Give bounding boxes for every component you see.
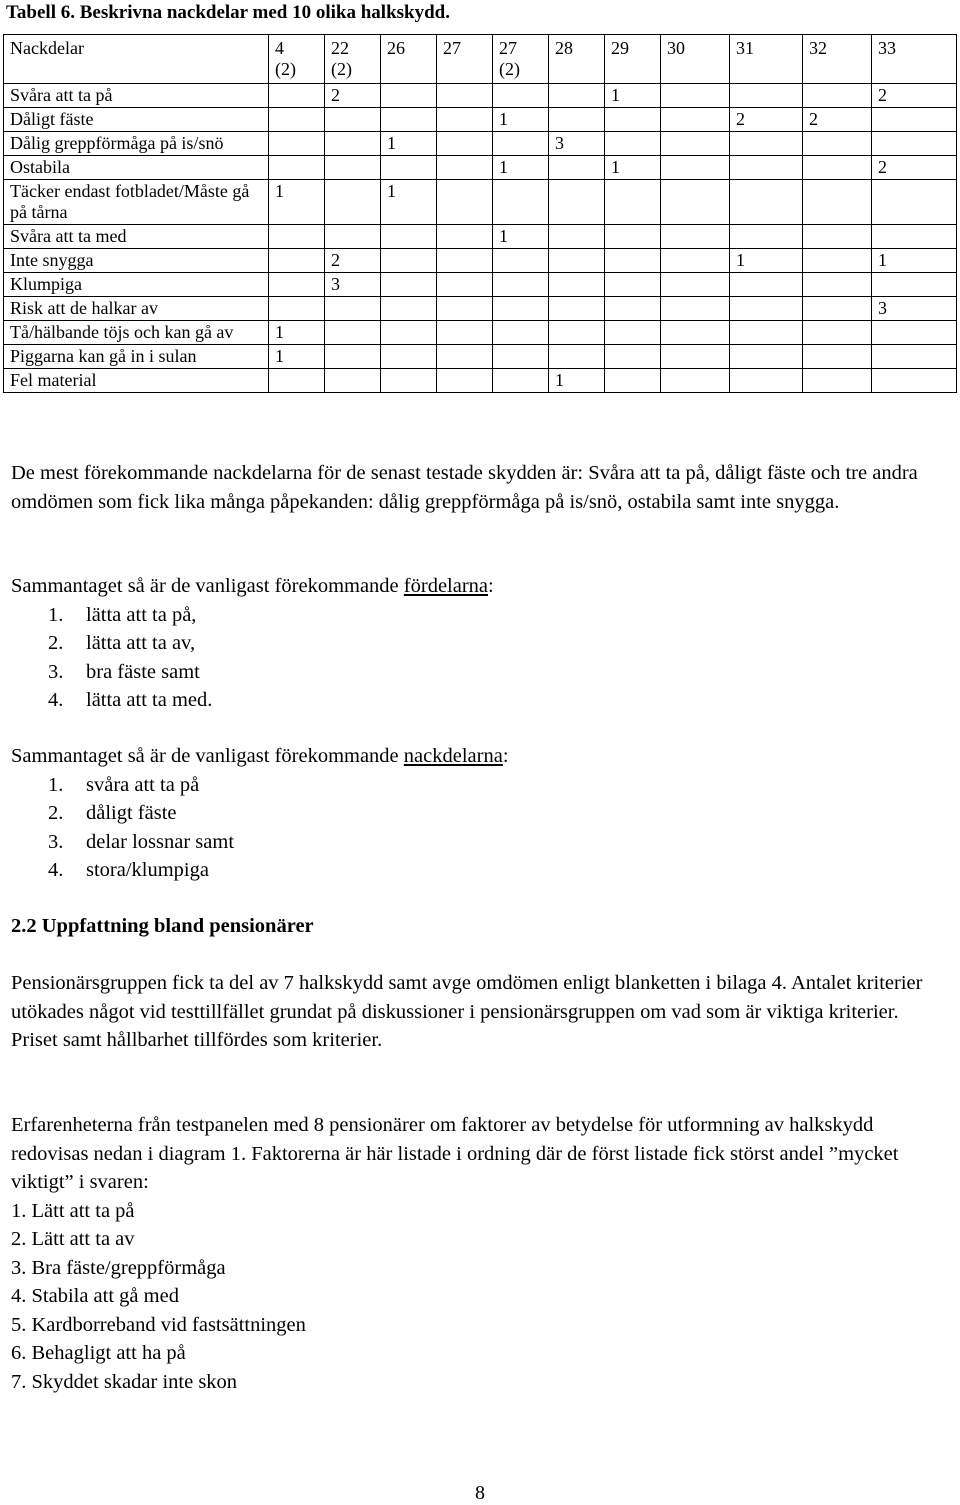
table-cell: 1 bbox=[605, 84, 661, 108]
table-cell: 1 bbox=[730, 249, 803, 273]
table-cell bbox=[605, 132, 661, 156]
column-number: 4 bbox=[275, 38, 284, 58]
table-cell: 1 bbox=[269, 321, 325, 345]
table-cell bbox=[493, 132, 549, 156]
table-cell: 2 bbox=[325, 84, 381, 108]
paragraph-test-panel bbox=[11, 1111, 946, 1396]
table-cell bbox=[661, 321, 730, 345]
table-cell bbox=[437, 180, 493, 225]
table-cell bbox=[803, 273, 872, 297]
table-cell bbox=[872, 321, 957, 345]
table-cell bbox=[437, 84, 493, 108]
table-cell: 3 bbox=[872, 297, 957, 321]
paragraph-most-common-disadvantages bbox=[11, 459, 946, 516]
list-number: 4. bbox=[48, 859, 64, 881]
row-label: Inte snygga bbox=[4, 249, 269, 273]
table-cell bbox=[549, 321, 605, 345]
table-cell bbox=[381, 108, 437, 132]
table-cell bbox=[605, 369, 661, 393]
table-cell bbox=[803, 132, 872, 156]
table-cell bbox=[661, 297, 730, 321]
table-cell bbox=[437, 225, 493, 249]
table-cell: 2 bbox=[803, 108, 872, 132]
table-cell bbox=[730, 84, 803, 108]
table-cell bbox=[493, 273, 549, 297]
column-number: 32 bbox=[809, 38, 827, 58]
table-row bbox=[4, 345, 957, 369]
table-cell bbox=[803, 297, 872, 321]
table-row bbox=[4, 108, 957, 132]
column-header bbox=[661, 35, 730, 84]
table-row bbox=[4, 156, 957, 180]
table-row bbox=[4, 321, 957, 345]
paragraph-text: Pensionärsgruppen fick ta del av 7 halkskydd samt avge omdömen enligt blanketten i bilaga 4. Antalet kriterier utökades något vid testtillfället grundat på diskussioner i pensionärsgruppen om vad som är viktiga kriterier. Priset samt hållbarhet tillfördes som kriterier. bbox=[11, 972, 923, 1051]
table-cell bbox=[381, 369, 437, 393]
list-text: stora/klumpiga bbox=[86, 859, 209, 881]
table-cell: 3 bbox=[549, 132, 605, 156]
table-cell bbox=[381, 225, 437, 249]
table-cell bbox=[605, 225, 661, 249]
list-item bbox=[11, 828, 946, 857]
table-cell: 1 bbox=[381, 132, 437, 156]
column-header bbox=[493, 35, 549, 84]
factor-item: 1. Lätt att ta på bbox=[11, 1199, 135, 1222]
table-cell bbox=[325, 180, 381, 225]
table-cell bbox=[730, 345, 803, 369]
table-cell: 2 bbox=[730, 108, 803, 132]
table-cell bbox=[493, 345, 549, 369]
table-cell: 1 bbox=[269, 345, 325, 369]
factor-item: 5. Kardborreband vid fastsättningen bbox=[11, 1313, 306, 1336]
table-cell: 1 bbox=[381, 180, 437, 225]
factor-item: 6. Behagligt att ha på bbox=[11, 1342, 186, 1364]
disadvantages-intro bbox=[11, 742, 946, 771]
table-cell bbox=[730, 180, 803, 225]
table-cell bbox=[730, 225, 803, 249]
table-cell bbox=[493, 321, 549, 345]
table-cell bbox=[661, 132, 730, 156]
list-text: delar lossnar samt bbox=[86, 830, 235, 853]
table-cell bbox=[661, 369, 730, 393]
table-cell bbox=[661, 156, 730, 180]
table-cell bbox=[325, 345, 381, 369]
table-cell bbox=[269, 273, 325, 297]
factor-item: 3. Bra fäste/greppförmåga bbox=[11, 1256, 226, 1279]
column-header bbox=[872, 35, 957, 84]
table-cell bbox=[269, 108, 325, 132]
column-number: 30 bbox=[667, 38, 685, 58]
table-cell bbox=[269, 84, 325, 108]
row-label: Dåligt fäste bbox=[4, 108, 269, 132]
table-cell bbox=[269, 156, 325, 180]
column-number: 22 bbox=[331, 38, 349, 58]
column-header bbox=[605, 35, 661, 84]
table-row bbox=[4, 180, 957, 225]
advantages-summary bbox=[11, 572, 946, 715]
table-cell bbox=[605, 321, 661, 345]
table-cell bbox=[549, 297, 605, 321]
column-number: 31 bbox=[736, 38, 754, 58]
table-cell bbox=[803, 156, 872, 180]
column-number: 26 bbox=[387, 38, 405, 58]
table-cell bbox=[605, 345, 661, 369]
table-cell bbox=[803, 225, 872, 249]
table-cell: 1 bbox=[493, 225, 549, 249]
table-cell bbox=[872, 108, 957, 132]
table-cell bbox=[605, 249, 661, 273]
row-label: Piggarna kan gå in i sulan bbox=[4, 345, 269, 369]
column-number: 33 bbox=[878, 38, 896, 58]
list-number: 2. bbox=[48, 632, 64, 654]
table-cell bbox=[437, 108, 493, 132]
disadvantages-summary bbox=[11, 742, 946, 885]
table-cell bbox=[437, 321, 493, 345]
table-cell bbox=[549, 345, 605, 369]
table-cell bbox=[605, 108, 661, 132]
table-cell bbox=[661, 84, 730, 108]
table-cell bbox=[549, 273, 605, 297]
column-number: 29 bbox=[611, 38, 629, 58]
disadvantages-list bbox=[11, 771, 946, 885]
table-cell bbox=[872, 132, 957, 156]
table-cell bbox=[803, 84, 872, 108]
table-cell bbox=[803, 321, 872, 345]
row-label: Klumpiga bbox=[4, 273, 269, 297]
table-cell bbox=[269, 132, 325, 156]
factor-item: 4. Stabila att gå med bbox=[11, 1285, 179, 1307]
column-header bbox=[325, 35, 381, 84]
table-cell bbox=[730, 297, 803, 321]
list-item bbox=[11, 799, 946, 828]
factors-list bbox=[11, 1197, 946, 1397]
column-number: 28 bbox=[555, 38, 573, 58]
table-cell bbox=[325, 369, 381, 393]
table-cell bbox=[381, 84, 437, 108]
table-cell bbox=[493, 297, 549, 321]
row-label: Svåra att ta på bbox=[4, 84, 269, 108]
table-cell bbox=[872, 273, 957, 297]
table-body bbox=[4, 84, 957, 393]
list-number: 3. bbox=[48, 830, 64, 853]
list-text: lätta att ta med. bbox=[86, 689, 213, 711]
list-number: 1. bbox=[48, 773, 64, 796]
table-cell bbox=[605, 180, 661, 225]
paragraph-text: De mest förekommande nackdelarna för de senast testade skydden är: Svåra att ta på, dåligt fäste och tre andra omdömen som fick lika många påpekanden: dålig greppförmåga på is/snö, ostabila samt inte snygga. bbox=[11, 462, 918, 513]
list-text: svåra att ta på bbox=[86, 773, 200, 796]
list-number: 2. bbox=[48, 802, 64, 824]
row-label: Dålig greppförmåga på is/snö bbox=[4, 132, 269, 156]
list-item bbox=[11, 686, 946, 715]
intro-underlined-word: nackdelarna bbox=[403, 745, 503, 767]
column-number: 27 bbox=[443, 38, 461, 58]
column-count: (2) bbox=[331, 59, 352, 79]
table-cell bbox=[803, 249, 872, 273]
list-item bbox=[11, 629, 946, 658]
column-count: (2) bbox=[275, 59, 296, 79]
table-cell bbox=[549, 84, 605, 108]
advantages-list bbox=[11, 601, 946, 715]
column-header bbox=[437, 35, 493, 84]
list-number: 1. bbox=[48, 603, 64, 626]
table-cell bbox=[549, 180, 605, 225]
table-cell bbox=[269, 297, 325, 321]
table-cell bbox=[605, 273, 661, 297]
table-cell bbox=[661, 249, 730, 273]
table-cell bbox=[549, 156, 605, 180]
table-cell: 2 bbox=[872, 156, 957, 180]
intro-underlined-word: fördelarna bbox=[403, 575, 489, 597]
table-cell bbox=[549, 225, 605, 249]
column-number: 27 bbox=[499, 38, 517, 58]
table-cell bbox=[381, 345, 437, 369]
table-cell bbox=[661, 273, 730, 297]
table-cell bbox=[661, 225, 730, 249]
table-row bbox=[4, 297, 957, 321]
column-header bbox=[803, 35, 872, 84]
table-cell bbox=[661, 180, 730, 225]
section-heading: 2.2 Uppfattning bland pensionärer bbox=[11, 915, 314, 937]
table-header-row bbox=[4, 35, 957, 84]
disadvantages-table bbox=[3, 34, 957, 393]
table-cell bbox=[269, 249, 325, 273]
column-count: (2) bbox=[499, 59, 520, 79]
list-item bbox=[11, 658, 946, 687]
paragraph-pensioner-group bbox=[11, 969, 946, 1055]
list-text: lätta att ta av, bbox=[86, 632, 196, 654]
table-cell bbox=[325, 108, 381, 132]
table-cell bbox=[549, 108, 605, 132]
table-cell bbox=[803, 369, 872, 393]
list-item bbox=[11, 771, 946, 800]
table-cell bbox=[325, 321, 381, 345]
column-header bbox=[730, 35, 803, 84]
table-cell bbox=[730, 369, 803, 393]
table-cell bbox=[661, 345, 730, 369]
table-cell bbox=[437, 273, 493, 297]
table-cell bbox=[730, 132, 803, 156]
table-cell bbox=[437, 156, 493, 180]
list-text: dåligt fäste bbox=[86, 802, 177, 824]
table-cell bbox=[381, 321, 437, 345]
list-text: lätta att ta på, bbox=[86, 603, 197, 626]
table-cell bbox=[872, 180, 957, 225]
list-number: 3. bbox=[48, 660, 64, 683]
table-cell bbox=[437, 369, 493, 393]
table-cell bbox=[325, 297, 381, 321]
table-cell bbox=[437, 297, 493, 321]
row-label: Tå/hälbande töjs och kan gå av bbox=[4, 321, 269, 345]
table-cell: 1 bbox=[872, 249, 957, 273]
list-number: 4. bbox=[48, 689, 64, 711]
table-cell: 2 bbox=[872, 84, 957, 108]
table-cell bbox=[605, 297, 661, 321]
table-cell bbox=[325, 132, 381, 156]
table-cell bbox=[269, 225, 325, 249]
intro-colon: : bbox=[488, 575, 494, 597]
list-text: bra fäste samt bbox=[86, 660, 200, 683]
table-cell: 1 bbox=[605, 156, 661, 180]
table-row bbox=[4, 369, 957, 393]
table-cell: 3 bbox=[325, 273, 381, 297]
table-cell bbox=[325, 156, 381, 180]
paragraph-text: Erfarenheterna från testpanelen med 8 pensionärer om faktorer av betydelse för utformning av halkskydd redovisas nedan i diagram 1. Faktorerna är här listade i ordning där de först listade fick störst andel ”mycket viktigt” i svaren: bbox=[11, 1114, 899, 1193]
column-header bbox=[549, 35, 605, 84]
table-caption: Tabell 6. Beskrivna nackdelar med 10 olika halkskydd. bbox=[6, 2, 450, 23]
table-cell bbox=[549, 249, 605, 273]
row-label: Täcker endast fotbladet/Måste gå på tårna bbox=[4, 180, 269, 225]
table-cell bbox=[730, 321, 803, 345]
column-header bbox=[381, 35, 437, 84]
list-item bbox=[11, 601, 946, 630]
table-cell bbox=[381, 297, 437, 321]
advantages-intro bbox=[11, 572, 946, 601]
table-cell bbox=[493, 369, 549, 393]
intro-colon: : bbox=[502, 745, 509, 767]
row-label: Ostabila bbox=[4, 156, 269, 180]
table-cell bbox=[872, 345, 957, 369]
page-number: 8 bbox=[475, 1482, 485, 1504]
table-cell: 2 bbox=[325, 249, 381, 273]
table-row bbox=[4, 132, 957, 156]
table-cell bbox=[269, 369, 325, 393]
factor-item: 7. Skyddet skadar inte skon bbox=[11, 1370, 238, 1393]
column-header bbox=[269, 35, 325, 84]
table-row bbox=[4, 84, 957, 108]
table-cell bbox=[381, 273, 437, 297]
table-cell bbox=[325, 225, 381, 249]
intro-text: Sammantaget så är de vanligast förekommande bbox=[11, 745, 404, 767]
table-cell bbox=[381, 156, 437, 180]
table-cell bbox=[872, 369, 957, 393]
table-cell bbox=[437, 132, 493, 156]
list-item bbox=[11, 856, 946, 885]
table-cell bbox=[437, 345, 493, 369]
table-cell bbox=[493, 84, 549, 108]
table-cell bbox=[493, 249, 549, 273]
table-cell: 1 bbox=[493, 156, 549, 180]
table-cell: 1 bbox=[493, 108, 549, 132]
table-cell bbox=[661, 108, 730, 132]
table-corner-label: Nackdelar bbox=[4, 35, 269, 84]
table-cell bbox=[493, 180, 549, 225]
table-cell bbox=[872, 225, 957, 249]
table-row bbox=[4, 273, 957, 297]
table-cell bbox=[803, 345, 872, 369]
table-cell bbox=[381, 249, 437, 273]
intro-text: Sammantaget så är de vanligast förekommande bbox=[11, 575, 404, 597]
table-cell bbox=[730, 273, 803, 297]
table-cell bbox=[730, 156, 803, 180]
table-cell: 1 bbox=[269, 180, 325, 225]
row-label: Fel material bbox=[4, 369, 269, 393]
table-cell: 1 bbox=[549, 369, 605, 393]
table-row bbox=[4, 225, 957, 249]
factor-item: 2. Lätt att ta av bbox=[11, 1228, 135, 1250]
table-cell bbox=[803, 180, 872, 225]
table-row bbox=[4, 249, 957, 273]
row-label: Risk att de halkar av bbox=[4, 297, 269, 321]
row-label: Svåra att ta med bbox=[4, 225, 269, 249]
table-cell bbox=[437, 249, 493, 273]
